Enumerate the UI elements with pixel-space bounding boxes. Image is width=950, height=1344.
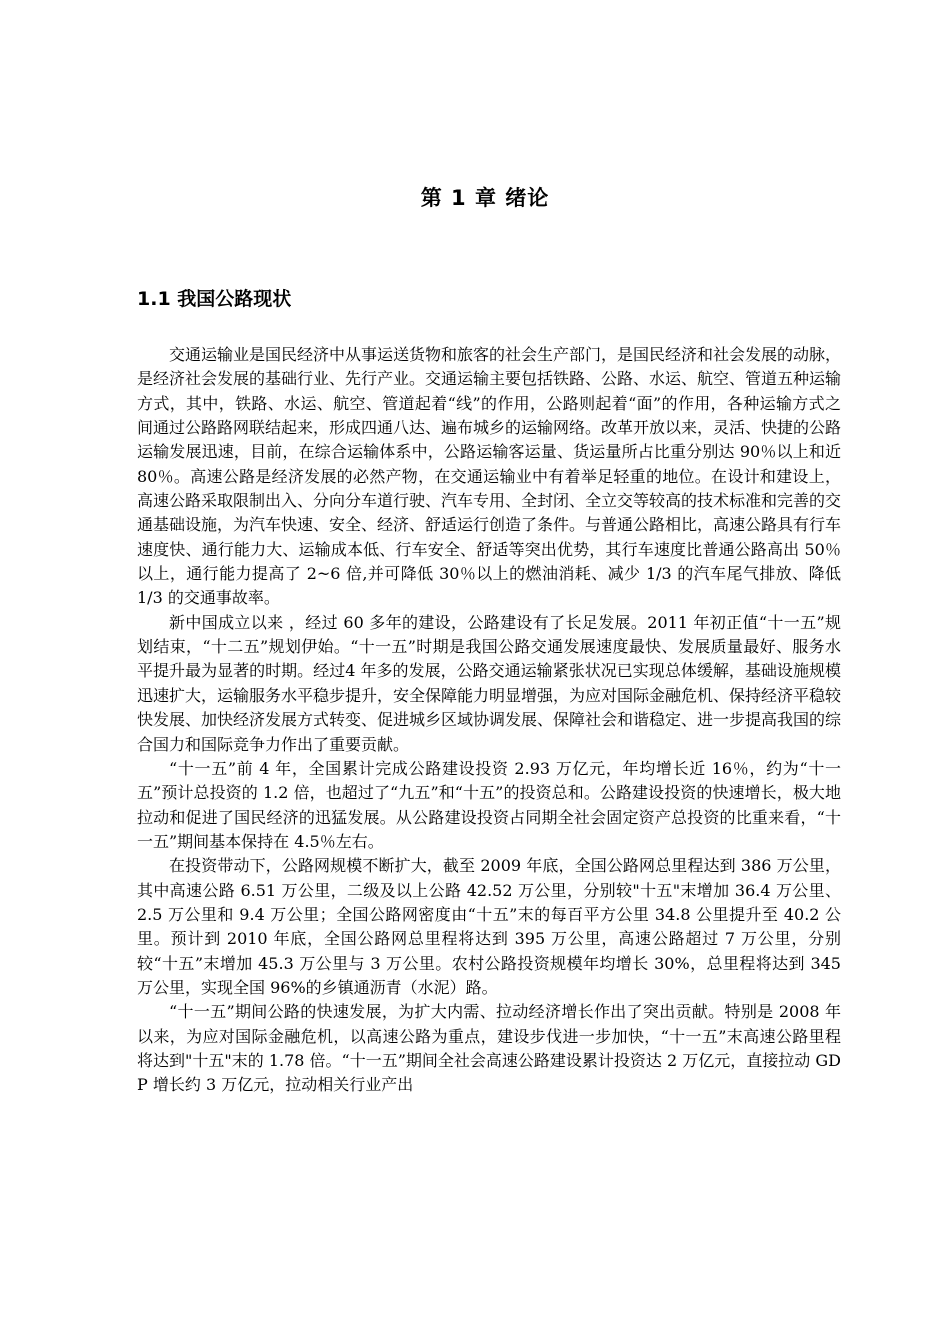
paragraph: 在投资带动下，公路网规模不断扩大，截至 2009 年底，全国公路网总里程达到 386 万公里，其中高速公路 6.51 万公里，二级及以上公路 42.52 万公里，分别较"十五"末增加 36.4 万公里、2.5 万公里和 9.4 万公里；全国公路网密度由“十五”末的每百平方公里 34.8 公里提升至 40.2 公里。预计到 2010 年底，全国公路网总里程将达到 395 万公里，高速公路超过 7 万公里，分别较“十五”末增加 45.3 万公里与 3 万公里。农村公路投资规模年均增长 30%，总里程将达到 345 万公里，实现全国 96%的乡镇通沥青（水泥）路。: [137, 856, 841, 997]
paragraph: 新中国成立以来 ，经过 60 多年的建设，公路建设有了长足发展。2011 年初正值“十一五”规划结束，“十二五”规划伊始。“十一五”时期是我国公路交通发展速度最快、发展质量最好、服务水平提升最为显著的时期。经过4 年多的发展，公路交通运输紧张状况已实现总体缓解，基础设施规模迅速扩大，运输服务水平稳步提升，安全保障能力明显增强，为应对国际金融危机、保持经济平稳较快发展、加快经济发展方式转变、促进城乡区域协调发展、保障社会和谐稳定、进一步提高我国的综合国力和国际竞争力作出了重要贡献。: [137, 612, 842, 754]
paragraph: “十一五”期间公路的快速发展，为扩大内需、拉动经济增长作出了突出贡献。特别是 2008 年以来，为应对国际金融危机，以高速公路为重点，建设步伐进一步加快，“十一五”末高速公路里程将达到"十五"末的 1.78 倍。“十一五”期间全社会高速公路建设累计投资达 2 万亿元，直接拉动 GDP 增长约 3 万亿元，拉动相关行业产出: [137, 1002, 841, 1095]
section-title: 1.1 我国公路现状: [137, 288, 292, 310]
chapter-title: 第 1 章 绪论: [420, 186, 550, 210]
body-text: [137, 343, 841, 1098]
paragraph: 交通运输业是国民经济中从事运送货物和旅客的社会生产部门，是国民经济和社会发展的动脉，是经济社会发展的基础行业、先行产业。交通运输主要包括铁路、公路、水运、航空、管道五种运输方式，其中，铁路、水运、航空、管道起着“线”的作用，公路则起着“面”的作用，各种运输方式之间通过公路路网联结起来，形成四通八达、遍布城乡的运输网络。改革开放以来，灵活、快捷的公路运输发展迅速，目前，在综合运输体系中，公路运输客运量、货运量所占比重分别达 90％以上和近 80％。高速公路是经济发展的必然产物，在交通运输业中有着举足轻重的地位。在设计和建设上，高速公路采取限制出入、分向分车道行驶、汽车专用、全封闭、全立交等较高的技术标准和完善的交通基础设施，为汽车快速、安全、经济、舒适运行创造了条件。与普通公路相比，高速公路具有行车速度快、通行能力大、运输成本低、行车安全、舒适等突出优势，其行车速度比普通公路高出 50％以上，通行能力提高了 2~6 倍,并可降低 30％以上的燃油消耗、减少 1/3 的汽车尾气排放、降低 1/3 的交通事故率。: [137, 345, 842, 608]
paragraph: “十一五”前 4 年，全国累计完成公路建设投资 2.93 万亿元，年均增长近 16％，约为“十一五”预计总投资的 1.2 倍，也超过了“九五”和“十五”的投资总和。公路建设投资的快速增长，极大地拉动和促进了国民经济的迅猛发展。从公路建设投资占同期全社会固定资产总投资的比重来看，“十一五”期间基本保持在 4.5％左右。: [137, 758, 841, 851]
